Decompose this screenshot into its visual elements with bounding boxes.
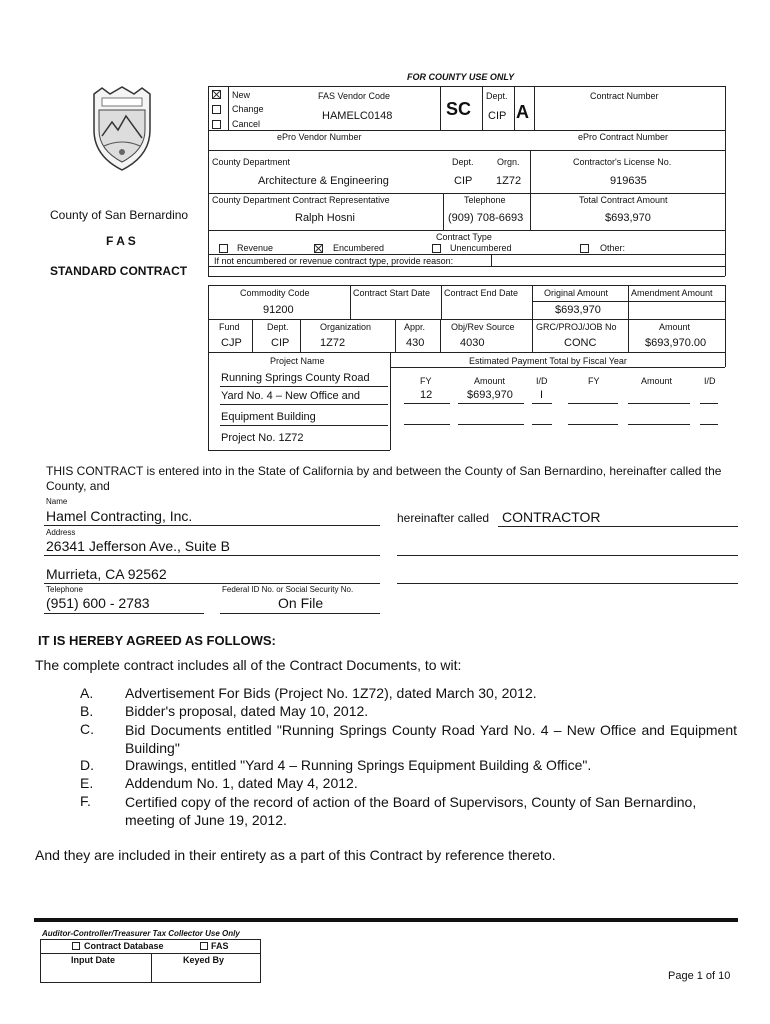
fund-value[interactable]: CJP	[221, 337, 242, 349]
revenue-checkbox[interactable]	[219, 244, 228, 253]
project-line-2[interactable]: Yard No. 4 – New Office and	[221, 390, 360, 402]
id-value-1[interactable]: I	[540, 389, 544, 401]
item-b-letter: B.	[80, 703, 94, 719]
item-a-letter: A.	[80, 685, 94, 701]
commodity-code-label: Commodity Code	[240, 288, 310, 298]
auditor-label: Auditor-Controller/Treasurer Tax Collector Use Only	[42, 929, 240, 938]
fund-label: Fund	[219, 322, 240, 332]
item-e-letter: E.	[80, 775, 94, 791]
original-amount[interactable]: $693,970	[555, 304, 601, 316]
fy-label-2: FY	[588, 376, 600, 386]
status-cancel-label: Cancel	[232, 119, 261, 129]
item-c-letter: C.	[80, 721, 94, 737]
input-date-label: Input Date	[71, 955, 115, 965]
orgn-value[interactable]: 1Z72	[496, 175, 522, 187]
total-contract-value[interactable]: $693,970	[605, 212, 651, 224]
county-use-only: FOR COUNTY USE ONLY	[407, 72, 515, 82]
fas-vendor-code[interactable]: HAMELC0148	[322, 110, 393, 122]
fy-value-1[interactable]: 12	[420, 389, 433, 401]
project-line-4[interactable]: Project No. 1Z72	[221, 432, 304, 444]
item-f-text: Certified copy of the record of action of the Board of Supervisors, County of San Bernardino, meeting of June 19, 2012.	[125, 794, 697, 828]
item-d-letter: D.	[80, 757, 94, 773]
status-new-label: New	[232, 90, 251, 100]
item-a-text: Advertisement For Bids (Project No. 1Z72), dated March 30, 2012.	[125, 685, 537, 701]
project-line-3[interactable]: Equipment Building	[221, 411, 316, 423]
epro-vendor-label: ePro Vendor Number	[277, 132, 362, 142]
epro-contract-label: ePro Contract Number	[578, 132, 669, 142]
top-dept[interactable]: CIP	[488, 110, 507, 122]
end-date-label: Contract End Date	[444, 288, 519, 298]
contractor-telephone[interactable]: (951) 600 - 2783	[46, 595, 150, 611]
item-e-text: Addendum No. 1, dated May 4, 2012.	[125, 775, 358, 791]
encumbered-checkbox[interactable]	[314, 244, 323, 253]
rep-label: County Department Contract Representative	[212, 195, 390, 205]
orgn-label: Orgn.	[497, 157, 520, 167]
item-c-text: Bid Documents entitled "Running Springs County Road Yard No. 4 – New Office and Equipment Building"	[125, 722, 737, 756]
encumbered-label: Encumbered	[333, 243, 385, 253]
organization-label: Organization	[320, 322, 372, 332]
complete-contract-text: The complete contract includes all of the Contract Documents, to wit:	[35, 657, 462, 673]
fund-dept-label: Dept.	[267, 322, 289, 332]
a-code: A	[516, 102, 529, 122]
contract-type-label: Contract Type	[436, 232, 492, 242]
new-checkbox[interactable]	[212, 90, 221, 99]
total-contract-label: Total Contract Amount	[579, 195, 668, 205]
address-line-1[interactable]: 26341 Jefferson Ave., Suite B	[46, 538, 230, 554]
standard-contract-title: STANDARD CONTRACT	[50, 264, 188, 278]
county-department-label: County Department	[212, 157, 291, 167]
reason-label: If not encumbered or revenue contract type, provide reason:	[214, 256, 454, 266]
telephone-label-body: Telephone	[46, 585, 83, 594]
id-label-1: I/D	[536, 376, 548, 386]
sc-code: SC	[446, 99, 472, 119]
estimated-payment-label: Estimated Payment Total by Fiscal Year	[469, 356, 627, 366]
agreed-heading: IT IS HEREBY AGREED AS FOLLOWS:	[38, 633, 276, 648]
amount-value-1[interactable]: $693,970	[467, 389, 513, 401]
other-label: Other:	[600, 243, 626, 253]
commodity-code[interactable]: 91200	[263, 304, 294, 316]
grc-label: GRC/PROJ/JOB No	[536, 322, 617, 332]
top-dept-label: Dept.	[486, 91, 508, 101]
contractor-designation[interactable]: CONTRACTOR	[502, 509, 601, 525]
objrev-value[interactable]: 4030	[460, 337, 485, 349]
address-label: Address	[46, 528, 76, 537]
other-checkbox[interactable]	[580, 244, 589, 253]
appr-value[interactable]: 430	[406, 337, 425, 349]
dept-label: Dept.	[452, 157, 474, 167]
page-number: Page 1 of 10	[668, 970, 731, 982]
license-label: Contractor's License No.	[573, 157, 672, 167]
contractor-name[interactable]: Hamel Contracting, Inc.	[46, 508, 193, 524]
contract-database-checkbox[interactable]	[72, 942, 80, 950]
start-date-label: Contract Start Date	[353, 288, 431, 298]
amount-label-1: Amount	[474, 376, 506, 386]
project-line-1[interactable]: Running Springs County Road	[221, 372, 370, 384]
objrev-label: Obj/Rev Source	[451, 322, 515, 332]
hereinafter-label: hereinafter called	[397, 511, 490, 525]
contract-number-label: Contract Number	[590, 91, 659, 101]
license-value[interactable]: 919635	[610, 175, 647, 187]
keyed-by-label: Keyed By	[183, 955, 225, 965]
county-seal-icon	[88, 86, 156, 172]
address-line-2[interactable]: Murrieta, CA 92562	[46, 566, 167, 582]
fas-title: F A S	[106, 234, 136, 248]
amount-label-2: Amount	[641, 376, 673, 386]
item-d-text: Drawings, entitled "Yard 4 – Running Springs Equipment Building & Office".	[125, 757, 592, 773]
cancel-checkbox[interactable]	[212, 120, 221, 129]
footer-rule	[34, 918, 738, 922]
unencumbered-checkbox[interactable]	[432, 244, 441, 253]
organization-value[interactable]: 1Z72	[320, 337, 346, 349]
original-amount-label: Original Amount	[544, 288, 609, 298]
telephone-value[interactable]: (909) 708-6693	[448, 212, 524, 224]
county-name: County of San Bernardino	[50, 208, 189, 222]
name-label: Name	[46, 497, 68, 506]
rep-value[interactable]: Ralph Hosni	[295, 212, 355, 224]
item-f-letter: F.	[80, 793, 91, 809]
county-department[interactable]: Architecture & Engineering	[258, 175, 389, 187]
amount-label: Amount	[659, 322, 691, 332]
federal-id-value[interactable]: On File	[278, 595, 324, 611]
revenue-label: Revenue	[237, 243, 274, 253]
closing-text: And they are included in their entirety as a part of this Contract by reference thereto.	[35, 847, 556, 863]
fy-label-1: FY	[420, 376, 432, 386]
fas-checkbox[interactable]	[200, 942, 208, 950]
appr-label: Appr.	[404, 322, 426, 332]
status-change-label: Change	[232, 104, 264, 114]
amount-value[interactable]: $693,970.00	[645, 337, 707, 349]
grc-value[interactable]: CONC	[564, 337, 597, 349]
unencumbered-label: Unencumbered	[450, 243, 512, 253]
item-b-text: Bidder's proposal, dated May 10, 2012.	[125, 703, 369, 719]
telephone-label: Telephone	[464, 195, 506, 205]
dept-value[interactable]: CIP	[454, 175, 473, 187]
change-checkbox[interactable]	[212, 105, 221, 114]
contract-intro: THIS CONTRACT is entered into in the State of California by and between the County of San Bernardino, hereinafter called the County, and	[46, 464, 722, 493]
fund-dept-value[interactable]: CIP	[271, 337, 290, 349]
fas-label: FAS	[211, 941, 229, 951]
amendment-amount-label: Amendment Amount	[631, 288, 713, 298]
id-label-2: I/D	[704, 376, 716, 386]
contract-database-label: Contract Database	[84, 941, 164, 951]
project-name-label: Project Name	[270, 356, 325, 366]
federal-id-label: Federal ID No. or Social Security No.	[222, 585, 354, 594]
fas-vendor-code-label: FAS Vendor Code	[318, 91, 391, 101]
